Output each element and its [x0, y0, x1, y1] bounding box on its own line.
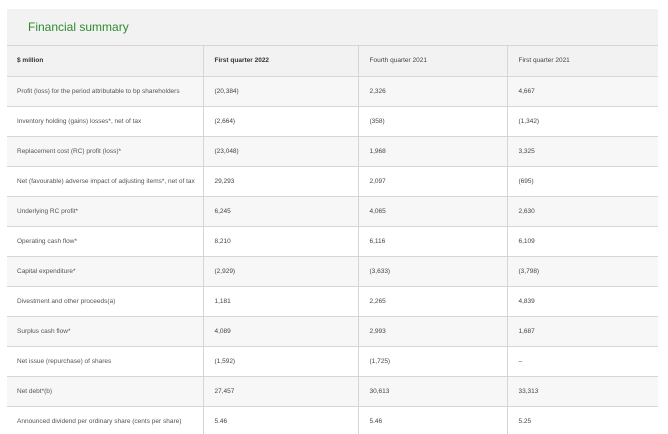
table-row [7, 317, 658, 347]
cell-q1-2021: 3,325 [507, 137, 658, 167]
table-row [7, 257, 658, 287]
cell-q4-2021: (3,633) [358, 257, 507, 287]
row-label: Replacement cost (RC) profit (loss)* [7, 137, 203, 167]
cell-q1-2021: (695) [507, 167, 658, 197]
cell-q1-2022: 29,293 [203, 167, 358, 197]
column-header-metric: $ million [7, 46, 203, 77]
row-label: Announced dividend per ordinary share (cents per share) [7, 407, 203, 434]
row-label: Net issue (repurchase) of shares [7, 347, 203, 377]
cell-q4-2021: 2,993 [358, 317, 507, 347]
cell-q1-2022: 1,181 [203, 287, 358, 317]
table-header-row [7, 46, 658, 77]
cell-q4-2021: 2,265 [358, 287, 507, 317]
row-label: Surplus cash flow* [7, 317, 203, 347]
row-label: Net debt*(b) [7, 377, 203, 407]
cell-q1-2021: (3,798) [507, 257, 658, 287]
cell-q4-2021: 30,613 [358, 377, 507, 407]
cell-q1-2021: 6,109 [507, 227, 658, 257]
cell-q1-2021: 4,839 [507, 287, 658, 317]
row-label: Capital expenditure* [7, 257, 203, 287]
cell-q1-2022: 4,089 [203, 317, 358, 347]
row-label: Underlying RC profit* [7, 197, 203, 227]
cell-q1-2022: (1,592) [203, 347, 358, 377]
table-row [7, 137, 658, 167]
cell-q4-2021: 2,326 [358, 77, 507, 107]
row-label: Inventory holding (gains) losses*, net of tax [7, 107, 203, 137]
cell-q1-2022: 8,210 [203, 227, 358, 257]
cell-q1-2022: 5.46 [203, 407, 358, 434]
cell-q1-2022: (20,384) [203, 77, 358, 107]
table-row [7, 77, 658, 107]
cell-q4-2021: 4,065 [358, 197, 507, 227]
cell-q1-2021: (1,342) [507, 107, 658, 137]
column-header-q1-2021: First quarter 2021 [507, 46, 658, 77]
table-row [7, 167, 658, 197]
cell-q1-2022: 27,457 [203, 377, 358, 407]
row-label: Net (favourable) adverse impact of adjusting items*, net of tax [7, 167, 203, 197]
cell-q1-2021: 5.25 [507, 407, 658, 434]
cell-q4-2021: (358) [358, 107, 507, 137]
cell-q1-2021: 2,630 [507, 197, 658, 227]
cell-q4-2021: 1,968 [358, 137, 507, 167]
table-row [7, 107, 658, 137]
cell-q1-2021: 33,313 [507, 377, 658, 407]
row-label: Divestment and other proceeds(a) [7, 287, 203, 317]
financial-summary-table [7, 45, 658, 434]
table-row [7, 287, 658, 317]
table-row [7, 227, 658, 257]
row-label: Profit (loss) for the period attributable to bp shareholders [7, 77, 203, 107]
table-row [7, 197, 658, 227]
cell-q1-2021: – [507, 347, 658, 377]
table-row [7, 407, 658, 434]
cell-q4-2021: 6,116 [358, 227, 507, 257]
cell-q1-2021: 1,687 [507, 317, 658, 347]
cell-q4-2021: (1,725) [358, 347, 507, 377]
cell-q4-2021: 2,097 [358, 167, 507, 197]
table-row [7, 377, 658, 407]
row-label: Operating cash flow* [7, 227, 203, 257]
cell-q1-2022: (23,048) [203, 137, 358, 167]
cell-q1-2021: 4,667 [507, 77, 658, 107]
section-title: Financial summary [28, 20, 129, 34]
cell-q4-2021: 5.46 [358, 407, 507, 434]
cell-q1-2022: (2,664) [203, 107, 358, 137]
financial-summary-panel [7, 9, 658, 434]
cell-q1-2022: (2,929) [203, 257, 358, 287]
column-header-q4-2021: Fourth quarter 2021 [358, 46, 507, 77]
table-row [7, 347, 658, 377]
cell-q1-2022: 6,245 [203, 197, 358, 227]
column-header-q1-2022: First quarter 2022 [203, 46, 358, 77]
